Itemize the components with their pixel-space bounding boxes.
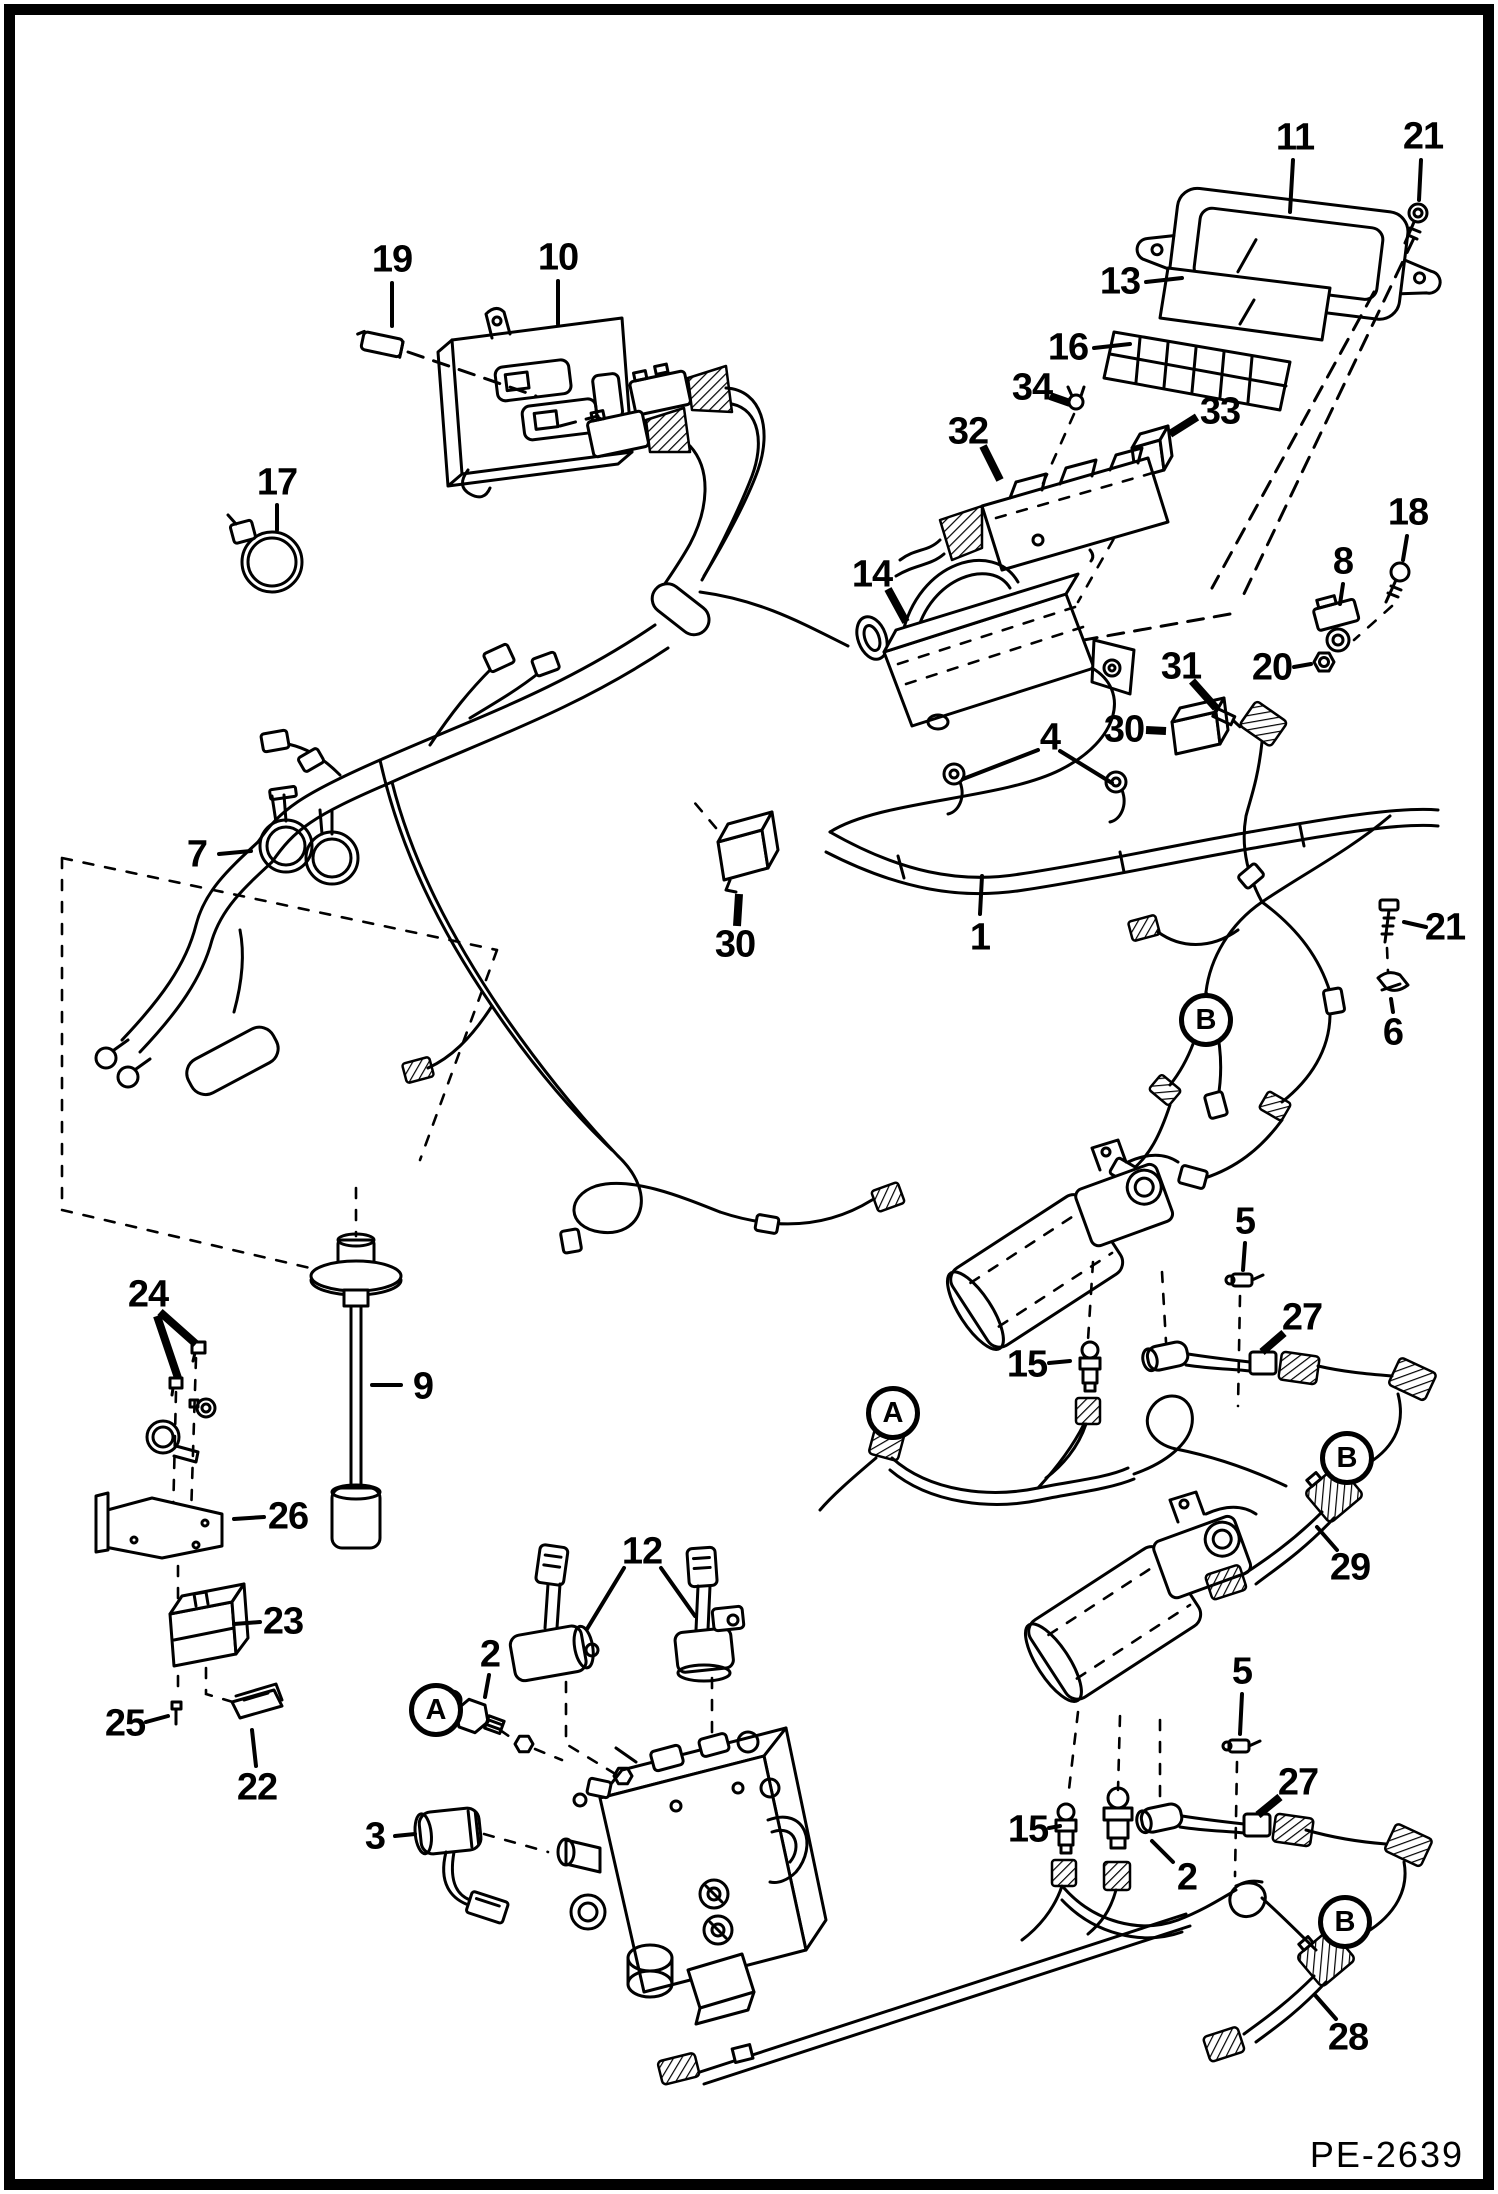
callout-24: 24 [127,1273,169,1316]
callout-16: 16 [1047,326,1089,369]
lamp-lens [1160,268,1330,340]
b-branch-harness [1109,816,1408,1189]
callout-13: 13 [1099,260,1141,303]
callout-29: 29 [1329,1546,1371,1589]
callout-31: 31 [1160,645,1202,688]
connection-circle-b: B [1179,993,1233,1047]
cable-tie [228,515,302,592]
callout-3: 3 [364,1815,386,1858]
callout-30: 30 [1103,708,1145,751]
callout-10: 10 [537,236,579,279]
relay-box-32 [896,448,1168,576]
callout-2: 2 [479,1633,501,1676]
elbow-connector-27 [1141,1340,1320,1384]
callout-5: 5 [1231,1650,1253,1693]
connection-circle-a: A [409,1683,463,1737]
box-14 [851,560,1134,729]
callout-15: 15 [1007,1808,1049,1851]
callout-23: 23 [262,1600,304,1643]
callout-20: 20 [1251,646,1293,689]
callout-21: 21 [1402,115,1444,158]
fitting-5 [1226,1274,1263,1286]
page-code: PE-2639 [1309,2134,1464,2175]
callout-17: 17 [256,461,298,504]
connection-circle-a: A [866,1386,920,1440]
callout-6: 6 [1382,1011,1404,1054]
callout-18: 18 [1387,491,1429,534]
callout-1: 1 [969,916,991,959]
connection-circle-b: B [1318,1895,1372,1949]
callout-27: 27 [1281,1296,1323,1339]
sensor-8-group [1311,563,1409,671]
callout-15: 15 [1006,1343,1048,1386]
callout-32: 32 [947,410,989,453]
callout-33: 33 [1199,390,1241,433]
callout-25: 25 [104,1702,146,1745]
callout-22: 22 [236,1766,278,1809]
clamps-7 [260,786,358,884]
callout-11: 11 [1275,116,1315,159]
callout-27: 27 [1277,1761,1319,1804]
callout-19: 19 [371,238,413,281]
fuel-sender [311,1188,401,1548]
oil-filter [937,1140,1178,1358]
relay-30-right [1172,698,1288,902]
ecu-module [355,308,632,496]
callout-9: 9 [412,1365,434,1408]
solenoid-3 [413,1807,548,1924]
valve-block [558,1728,826,2024]
hardware-24-26 [96,1342,222,1560]
callout-34: 34 [1011,366,1053,409]
callout-26: 26 [267,1495,309,1538]
relay-30-mid [694,802,778,892]
callout-28: 28 [1327,2016,1369,2059]
callout-4: 4 [1039,716,1061,759]
relay-23-group [170,1566,282,1724]
callout-14: 14 [851,553,893,596]
callout-5: 5 [1234,1200,1256,1243]
callout-7: 7 [186,833,208,876]
callout-21: 21 [1424,906,1466,949]
callout-8: 8 [1332,540,1354,583]
callout-30: 30 [714,923,756,966]
callout-2: 2 [1176,1856,1198,1899]
connection-circle-b: B [1320,1431,1374,1485]
callout-12: 12 [621,1530,663,1573]
